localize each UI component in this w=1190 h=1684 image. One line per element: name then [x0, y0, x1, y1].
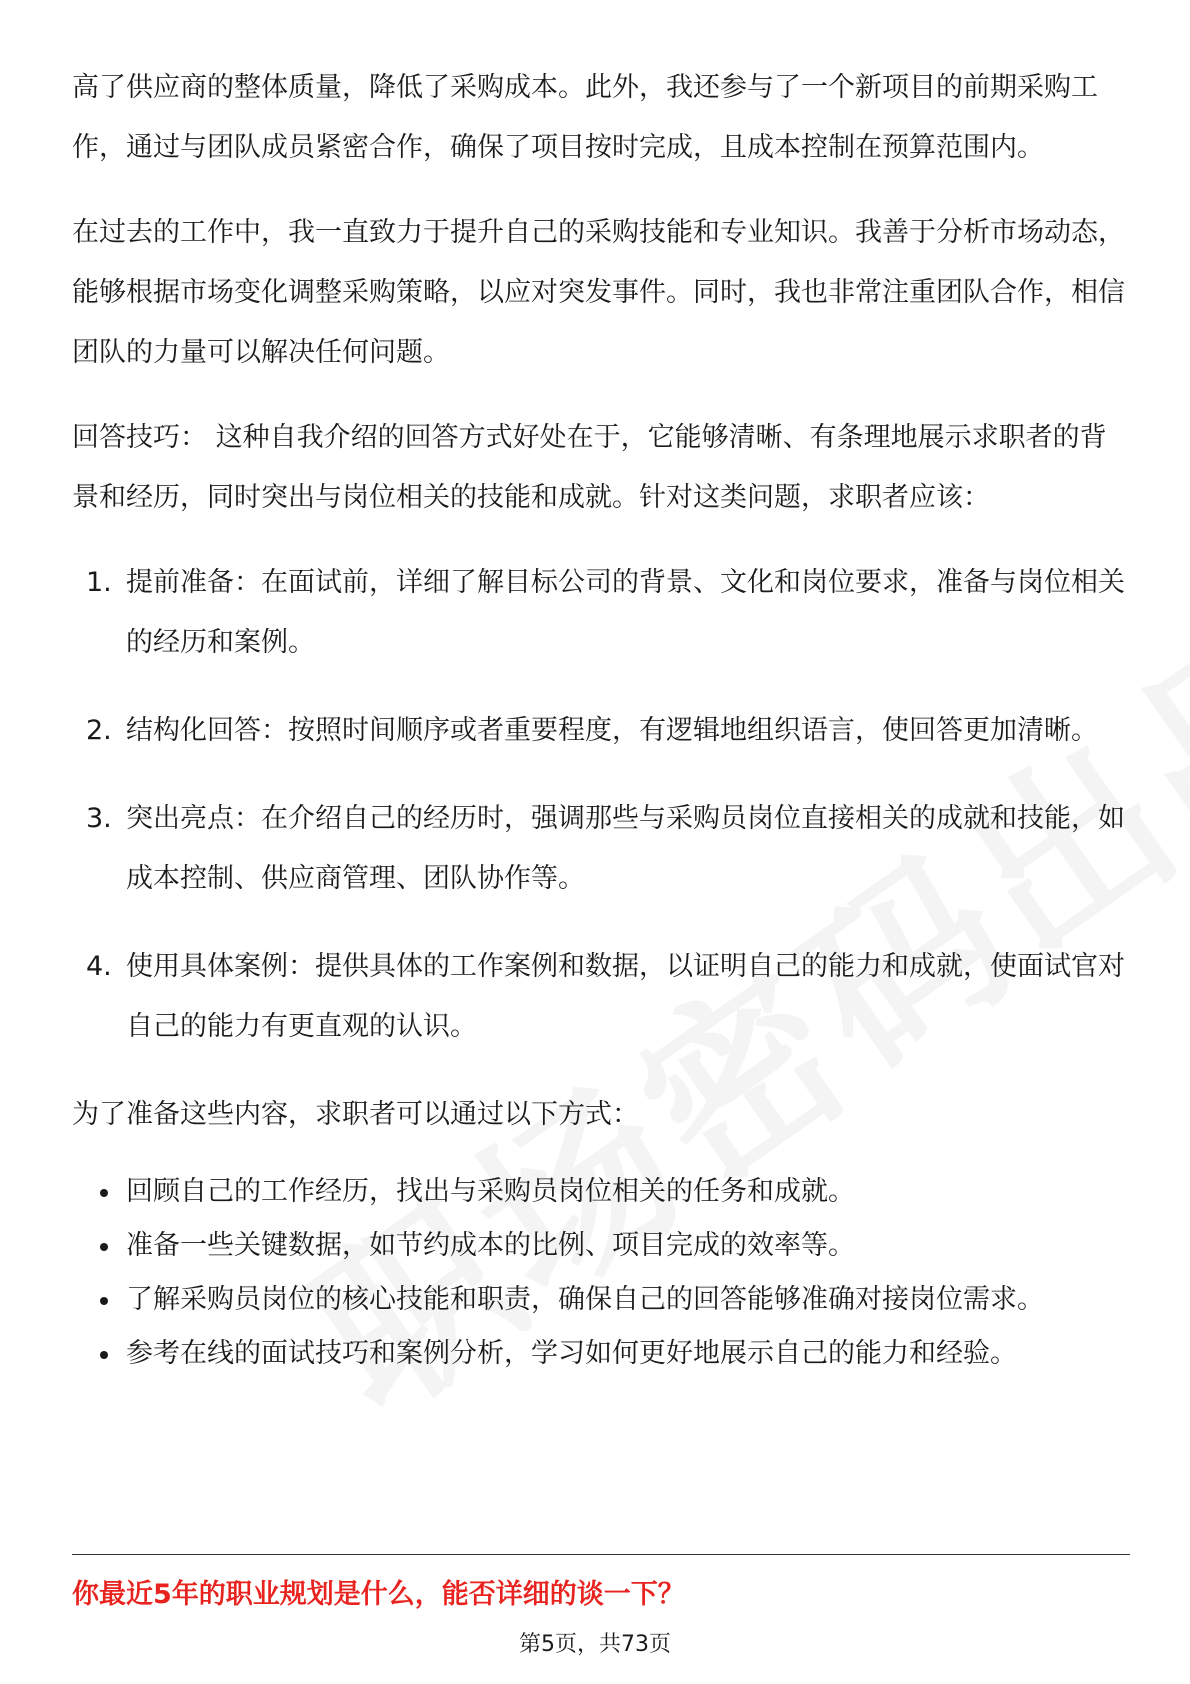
- list-item: [72, 789, 1132, 909]
- list-item: [72, 1327, 1132, 1381]
- bullet-list: [72, 1165, 1132, 1381]
- list-item-text: 突出亮点：在介绍自己的经历时，强调那些与采购员岗位直接相关的成就和技能，如成本控制、供应商管理、团队协作等。: [126, 803, 1125, 894]
- list-number: 1.: [86, 567, 112, 598]
- list-item: [72, 1165, 1132, 1219]
- list-number: 2.: [86, 715, 112, 746]
- paragraph-skills: 在过去的工作中，我一直致力于提升自己的采购技能和专业知识。我善于分析市场动态，能够根据市场变化调整采购策略，以应对突发事件。同时，我也非常注重团队合作，相信团队的力量可以解决任何问题。: [72, 217, 1125, 368]
- page-content: [72, 58, 1132, 1381]
- list-item-text: 结构化回答：按照时间顺序或者重要程度，有逻辑地组织语言，使回答更加清晰。: [126, 715, 1098, 746]
- list-number: 4.: [86, 951, 112, 982]
- list-item: [72, 937, 1132, 1057]
- next-question-heading: 你最近5年的职业规划是什么，能否详细的谈一下？: [72, 1579, 685, 1610]
- list-item-text: 了解采购员岗位的核心技能和职责，确保自己的回答能够准确对接岗位需求。: [126, 1284, 1044, 1315]
- list-item-text: 准备一些关键数据，如节约成本的比例、项目完成的效率等。: [126, 1230, 855, 1261]
- list-item-text: 参考在线的面试技巧和案例分析，学习如何更好地展示自己的能力和经验。: [126, 1338, 1017, 1369]
- paragraph-answer-tips: 回答技巧： 这种自我介绍的回答方式好处在于，它能够清晰、有条理地展示求职者的背景和经历，同时突出与岗位相关的技能和成就。针对这类问题，求职者应该：: [72, 422, 1107, 513]
- list-item-text: 回顾自己的工作经历，找出与采购员岗位相关的任务和成就。: [126, 1176, 855, 1207]
- page-number: 第5页，共73页: [519, 1632, 671, 1657]
- list-item-text: 使用具体案例：提供具体的工作案例和数据，以证明自己的能力和成就，使面试官对自己的能力有更直观的认识。: [126, 951, 1125, 1042]
- list-item: [72, 1273, 1132, 1327]
- list-item-text: 提前准备：在面试前，详细了解目标公司的背景、文化和岗位要求，准备与岗位相关的经历和案例。: [126, 567, 1125, 658]
- preparation-intro: 为了准备这些内容，求职者可以通过以下方式：: [72, 1099, 639, 1130]
- numbered-tips-list: [72, 553, 1132, 1057]
- bullet-dot-icon: [100, 1243, 108, 1251]
- section-divider: [72, 1554, 1130, 1555]
- paragraph-achievements: 高了供应商的整体质量，降低了采购成本。此外，我还参与了一个新项目的前期采购工作，通过与团队成员紧密合作，确保了项目按时完成，且成本控制在预算范围内。: [72, 72, 1098, 163]
- bullet-dot-icon: [100, 1297, 108, 1305]
- bullet-dot-icon: [100, 1189, 108, 1197]
- list-number: 3.: [86, 803, 112, 834]
- list-item: [72, 1219, 1132, 1273]
- list-item: [72, 553, 1132, 673]
- list-item: [72, 701, 1132, 761]
- bullet-dot-icon: [100, 1351, 108, 1359]
